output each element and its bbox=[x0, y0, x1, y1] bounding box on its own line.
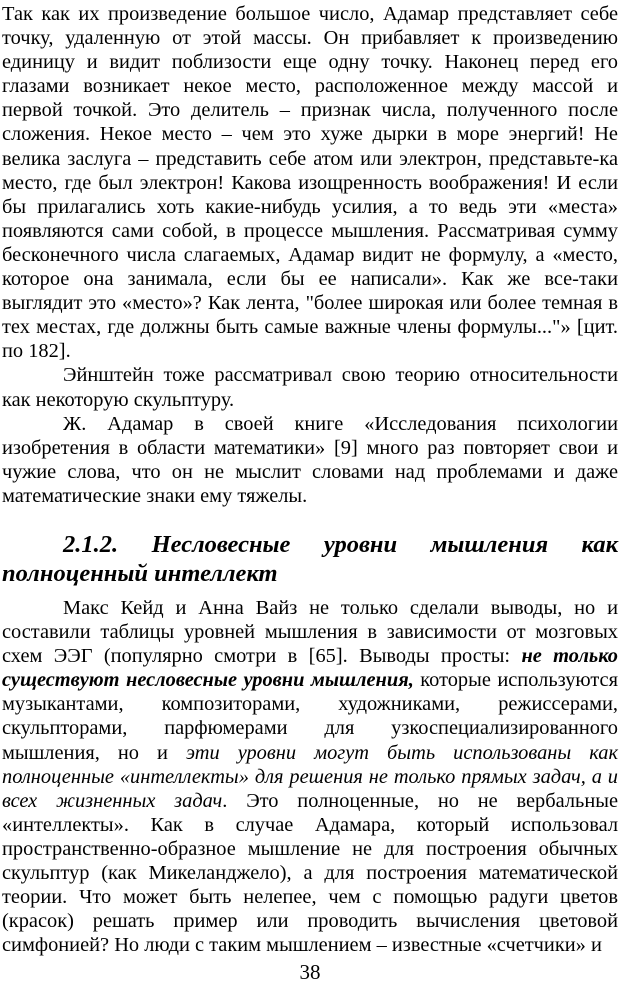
paragraph-text-part: . Это полноценные, но не вербальные «интеллекты». Как в случае Адамара, который использовал пространственно-образное мышление не для построения обычных скульптур (как Микеланджело), а для построения математической теории. Что может быть нелепее, чем с помощью радуги цветов (красок) решать пример или проводить вычисления цветовой симфонией? Но люди с таким мышлением – известные «счетчики» и bbox=[2, 789, 618, 957]
italic-emphasis: эти уровни могут быть использованы как полноценные «интеллекты» для решения не только прямых задач, а и всех жизненных задач bbox=[2, 741, 618, 812]
section-heading: 2.1.2. Несловесные уровни мышления как полноценный интеллект bbox=[2, 530, 618, 587]
paragraph-text-part: которые используются музыкантами, композиторами, художниками, режиссерами, скульпторами, парфюмерами для узкоспециализированного мышления, но и bbox=[2, 669, 618, 764]
paragraph-hadamard-book: Ж. Адамар в своей книге «Исследования психологии изобретения в области математики» [9] много раз повторяет свои и чужие слова, что он не мыслит словами над проблемами и даже математические знаки ему тяжелы. bbox=[2, 412, 618, 507]
page-number: 38 bbox=[299, 960, 321, 984]
paragraph-hadamard-points: Так как их произведение большое число, Адамар представляет себе точку, удаленную от этой массы. Он прибавляет к произведению единицу и видит поблизости еще одну точку. Наконец перед его глазами возникает некое место, расположенное между массой и первой точкой. Это делитель – признак числа, полученного после сложения. Некое место – чем это хуже дырки в море энергий! Не велика заслуга – представить себе атом или электрон, представьте-ка место, где был электрон! Какова изощренность воображения! И если бы прилагались хоть какие-нибудь усилия, а то ведь эти «места» появляются сами собой, в процессе мышления. Рассматривая сумму бесконечного числа слагаемых, Адамар видит не формулу, а «место, которое она занимала, если бы ее написали». Как же все-таки выглядит это «место»? Как лента, "более широкая или более темная в тех местах, где должны быть самые важные члены формулы..."» [цит. по 182]. bbox=[2, 3, 618, 363]
paragraph-kade-wise bbox=[2, 596, 618, 957]
bold-italic-emphasis: не только существуют несловесные уровни мышления, bbox=[2, 645, 618, 692]
paragraph-einstein: Эйнштейн тоже рассматривал свою теорию относительности как некоторую скульптуру. bbox=[2, 364, 618, 411]
paragraph-text-part: Макс Кейд и Анна Вайз не только сделали выводы, но и составили таблицы уровней мышления в зависимости от мозговых схем ЭЭГ (популярно смотри в [65]. Выводы просты: bbox=[2, 596, 618, 668]
